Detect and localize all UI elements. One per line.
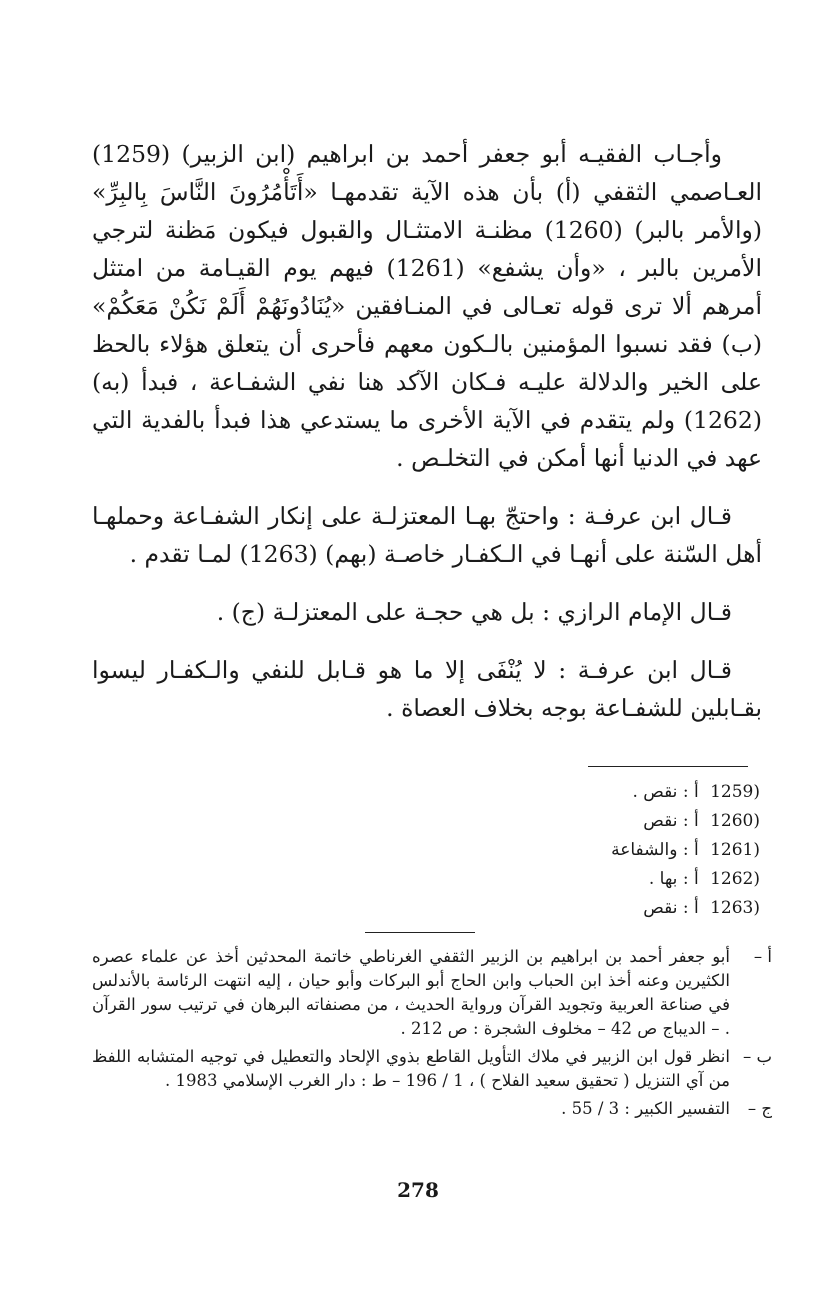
variant-number: (1259 bbox=[710, 782, 760, 802]
paragraph-ibn-arafa-1: قـال ابن عرفـة : واحتجّ بهـا المعتزلـة على إنكار الشفـاعة وحملهـا أهل السّنة على أنهـا في الـكفـار خاصـة (بهم) (1263) لمـا تقدم . bbox=[92, 502, 762, 568]
variants-separator bbox=[588, 766, 748, 767]
paragraph-ibn-arafa-2: قـال ابن عرفـة : لا يُنْفَى إلا ما هو قـابل للنفي والـكفـار ليسوا بقـابلين للشفـاعة بوجه بخلاف العصاة . bbox=[92, 656, 762, 722]
variant-text: أ : نقص bbox=[643, 898, 699, 918]
paragraph-razi: قـال الإمام الرازي : بل هي حجـة على المعتزلـة (ج) . bbox=[216, 598, 732, 626]
variant-number: (1260 bbox=[710, 811, 760, 831]
paragraph-abu-jafar: وأجـاب الفقيـه أبو جعفر أحمد بن ابراهيم (ابن الزبير) (1259) العـاصمي الثقفي (أ) بأن هذه الآية تقدمهـا «أَتَأْمُرُونَ النَّاسَ بِالبِرِّ» (والأمر بالبر) (1260) مظنـة الامتثـال والقبول فيكون مَظنة لترجي الأمرين بالبر ، «وأن يشفع» (1261) فيهم يوم القيـامة من امتثل أمرهم ألا ترى قوله تعـالى في المنـافقين «يُنَادُونَهُمْ أَلَمْ نَكُنْ مَعَكُمْ» (ب) فقد نسبوا المؤمنين بالـكون معهم فأحرى أن يتعلق هؤلاء بالحظ على الخير والدلالة عليـه فـكان الآكد هنا نفي الشفـاعة ، فبدأ (به) (1262) ولم يتقدم في الآية الأخرى ما يستدعي هذا فبدأ بالفدية التي عهد في الدنيا أنها أمكن في التخلـص . bbox=[92, 140, 762, 472]
variant-row bbox=[460, 836, 760, 865]
notes-separator bbox=[365, 932, 475, 933]
footnote-mark: أ – bbox=[753, 947, 772, 966]
variant-text: أ : نقص . bbox=[632, 782, 699, 802]
footnote-text: انظر قول ابن الزبير في ملاك التأويل القاطع بذوي الإلحاد والتعطيل في توجيه المتشابه اللفظ من آي التنزيل ( تحقيق سعيد الفلاح ) ، 1 / 196 – ط : دار الغرب الإسلامي 1983 . bbox=[92, 1047, 730, 1090]
variant-row bbox=[460, 865, 760, 894]
variant-row bbox=[460, 894, 760, 923]
manuscript-variants bbox=[460, 778, 760, 923]
footnote-text: أبو جعفر أحمد بن ابراهيم بن الزبير الثقفي الغرناطي خاتمة المحدثين أخذ عن علماء عصره الكثيرين وعنه أخذ ابن الحباب وابن الحاج أبو البركات وأبو حيان ، إليه انتهت الرئاسة بالأندلس في صناعة العربية وتجويد القرآن ورواية الحديث ، من مصنفاته البرهان في ترتيب سور القرآن . – الديباج ص 42 – مخلوف الشجرة : ص 212 . bbox=[92, 947, 730, 1038]
footnote bbox=[92, 1097, 772, 1121]
variant-number: (1261 bbox=[710, 840, 760, 860]
variant-row bbox=[460, 807, 760, 836]
footnotes bbox=[92, 945, 772, 1125]
footnote bbox=[92, 945, 772, 1041]
variant-number: (1263 bbox=[710, 898, 760, 918]
main-text bbox=[92, 135, 762, 747]
variant-number: (1262 bbox=[710, 869, 760, 889]
variant-text: أ : والشفاعة bbox=[611, 840, 699, 860]
footnote-mark: ج – bbox=[747, 1099, 772, 1118]
page-number: 278 bbox=[397, 1178, 439, 1202]
footnote-mark: ب – bbox=[742, 1047, 772, 1066]
variant-row bbox=[460, 778, 760, 807]
footnote bbox=[92, 1045, 772, 1093]
variant-text: أ : بها . bbox=[648, 869, 699, 889]
variant-text: أ : نقص bbox=[643, 811, 699, 831]
footnote-text: التفسير الكبير : 3 / 55 . bbox=[561, 1099, 730, 1118]
